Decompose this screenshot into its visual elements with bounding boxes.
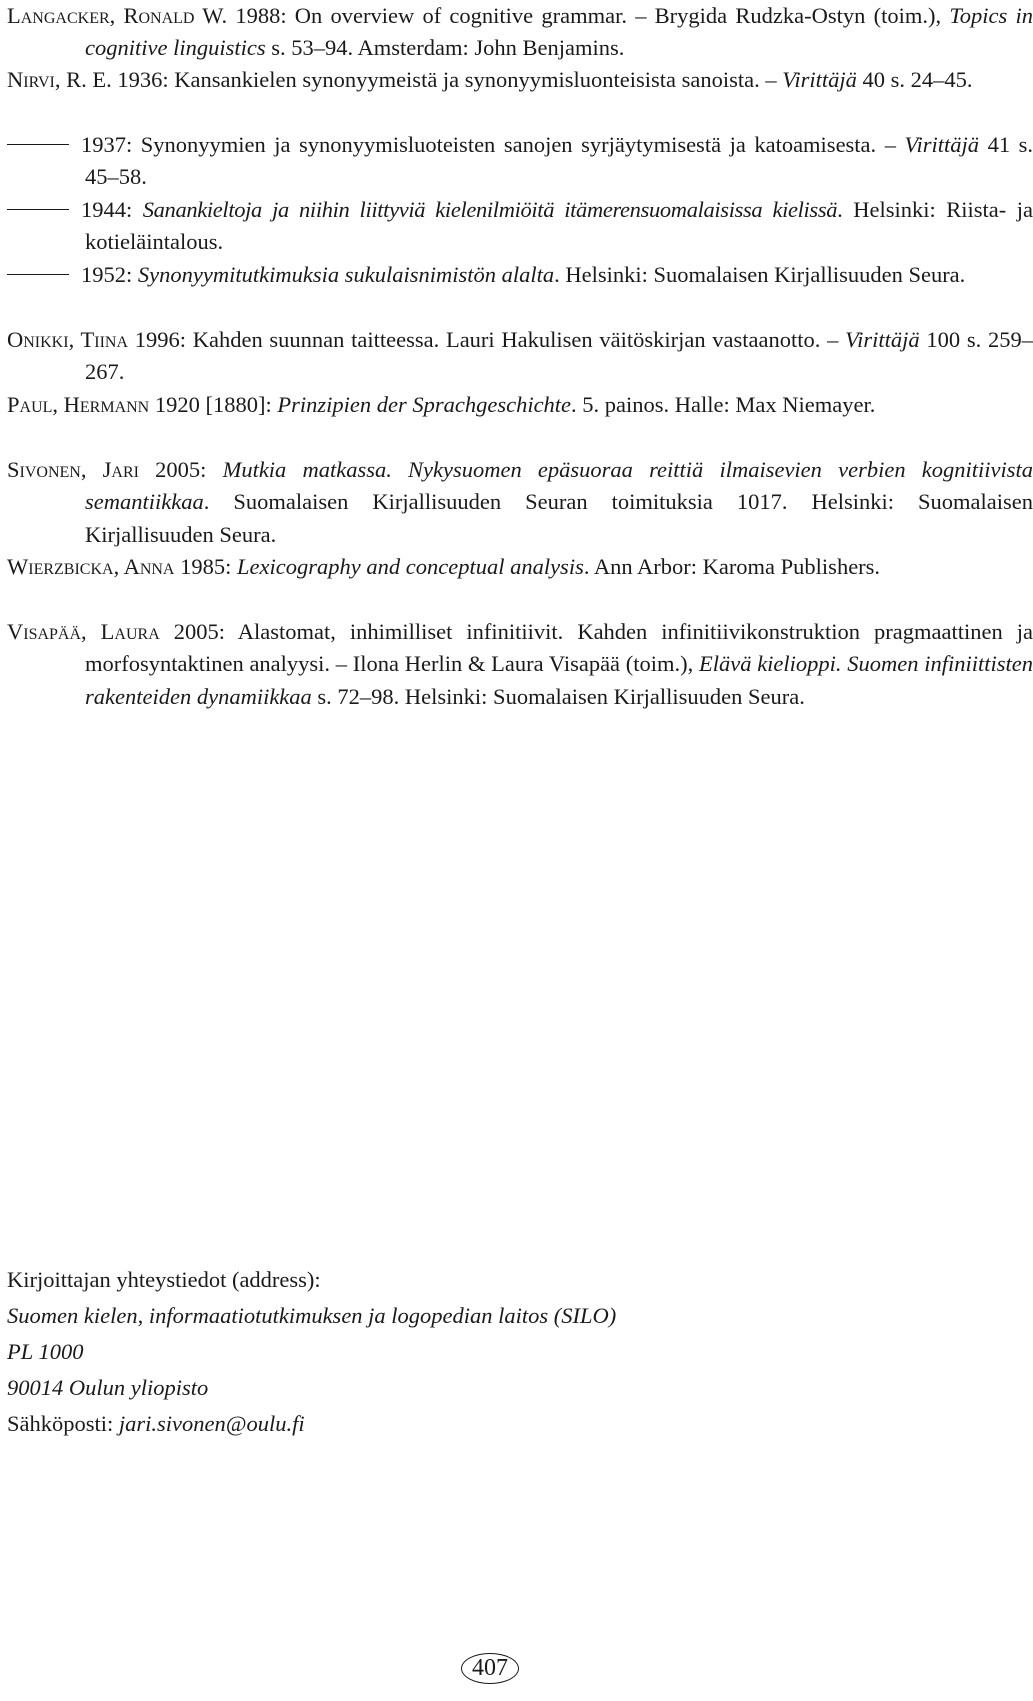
reference-title: Prinzipien der Sprachgeschichte [277, 392, 572, 417]
reference-title: Synonyymitutkimuksia sukulaisnimistön alalta [137, 262, 555, 287]
contact-city: 90014 Oulun yliopisto [7, 1375, 209, 1400]
reference-author: Onikki, Tiina [7, 327, 129, 352]
reference-author: Wierzbicka, Anna [7, 554, 175, 579]
email-address[interactable]: jari.sivonen@oulu.fi [118, 1411, 305, 1436]
reference-text: . Suomalaisen Kirjallisuuden Seuran toimituksia 1017. Helsinki: Suomalaisen Kirjallisuuden Seura. [85, 489, 1033, 547]
reference-entry [7, 389, 1033, 421]
reference-text: 1985: [174, 554, 238, 579]
reference-text: s. 53–94. Amsterdam: John Benjamins. [265, 35, 625, 61]
reference-text: 1952: [81, 262, 138, 287]
repeat-author-dash [7, 144, 69, 145]
reference-text: 2005: [138, 457, 223, 482]
reference-text: 1920 [1880]: [149, 392, 278, 417]
repeat-author-dash [7, 274, 69, 275]
reference-entry [7, 616, 1033, 713]
reference-text: W. 1988: On overview of cognitive grammar. – Brygida Rudzka-Ostyn (toim.), [194, 3, 950, 28]
document-page [7, 0, 1033, 1701]
reference-entry [7, 129, 1033, 194]
reference-author: Langacker, Ronald [7, 3, 195, 28]
reference-journal: Virittäjä [904, 132, 980, 157]
reference-text: , R. E. 1936: Kansankielen synonyymeistä ja synonyymisluonteisista sanoista. – [54, 67, 783, 92]
reference-text: 41 s. 45–58. [85, 132, 1033, 190]
reference-text: 1944: [81, 197, 143, 222]
reference-entry [7, 64, 1033, 96]
reference-title: Sanankieltoja ja niihin liittyviä kielenilmiöitä itämerensuomalaisissa kielissä [142, 197, 838, 222]
reference-text: 1996: Kahden suunnan taitteessa. Lauri Hakulisen väitöskirjan vastaanotto. – [128, 327, 846, 352]
repeat-author-dash [7, 209, 69, 210]
reference-title: Elävä kielioppi. Suomen infiniittisten rakenteiden dynamiikkaa [85, 651, 1033, 709]
reference-title: Lexicography and conceptual analysis [237, 554, 584, 579]
reference-text: 2005: Alastomat, inhimilliset infinitiivit. Kahden infinitiivikonstruktion pragmaattinen ja morfosyntaktinen analyysi. – Ilona Herlin & Laura Visapää (toim.), [85, 619, 1033, 677]
contact-department: Suomen kielen, informaatiotutkimuksen ja logopedian laitos (SILO) [7, 1303, 617, 1328]
reference-journal: Virittäjä [845, 327, 920, 352]
reference-entry [7, 0, 1033, 65]
reference-entry [7, 551, 1033, 583]
reference-text: . 5. painos. Halle: Max Niemayer. [571, 392, 876, 417]
reference-journal: Virittäjä [782, 67, 857, 92]
reference-entry [7, 259, 1033, 291]
reference-text: . Helsinki: Riista- ja kotieläintalous. [85, 197, 1033, 255]
contact-pobox: PL 1000 [7, 1339, 84, 1364]
contact-email-line [7, 1406, 955, 1442]
reference-text: 100 s. 259–267. [85, 327, 1033, 385]
reference-author: Paul, Hermann [7, 392, 150, 417]
reference-entry [7, 324, 1033, 389]
contact-heading: Kirjoittajan yhteystiedot (address): [7, 1267, 321, 1292]
author-contact [7, 1262, 955, 1442]
reference-entry [7, 454, 1033, 551]
reference-title: Mutkia matkassa. Nykysuomen epäsuoraa reittiä ilmaisevien verbien kognitiivista semantiikkaa [85, 457, 1033, 515]
reference-text: 1937: Synonyymien ja synonyymisluoteisten sanojen syrjäytymisestä ja katoamisesta. – [81, 132, 905, 157]
reference-entry [7, 194, 1033, 259]
reference-text: . Helsinki: Suomalaisen Kirjallisuuden Seura. [554, 262, 966, 287]
reference-text: . Ann Arbor: Karoma Publishers. [583, 554, 881, 579]
reference-author: Nirvi [7, 67, 55, 92]
page-number: 407 [461, 1653, 519, 1684]
reference-text: s. 72–98. Helsinki: Suomalaisen Kirjallisuuden Seura. [311, 683, 805, 709]
reference-title: Topics in cognitive linguistics [85, 3, 1033, 61]
email-label: Sähköposti: [7, 1411, 119, 1436]
reference-text: 40 s. 24–45. [856, 67, 973, 92]
reference-author: Sivonen, Jari [7, 457, 139, 482]
reference-author: Visapää, Laura [7, 619, 160, 644]
